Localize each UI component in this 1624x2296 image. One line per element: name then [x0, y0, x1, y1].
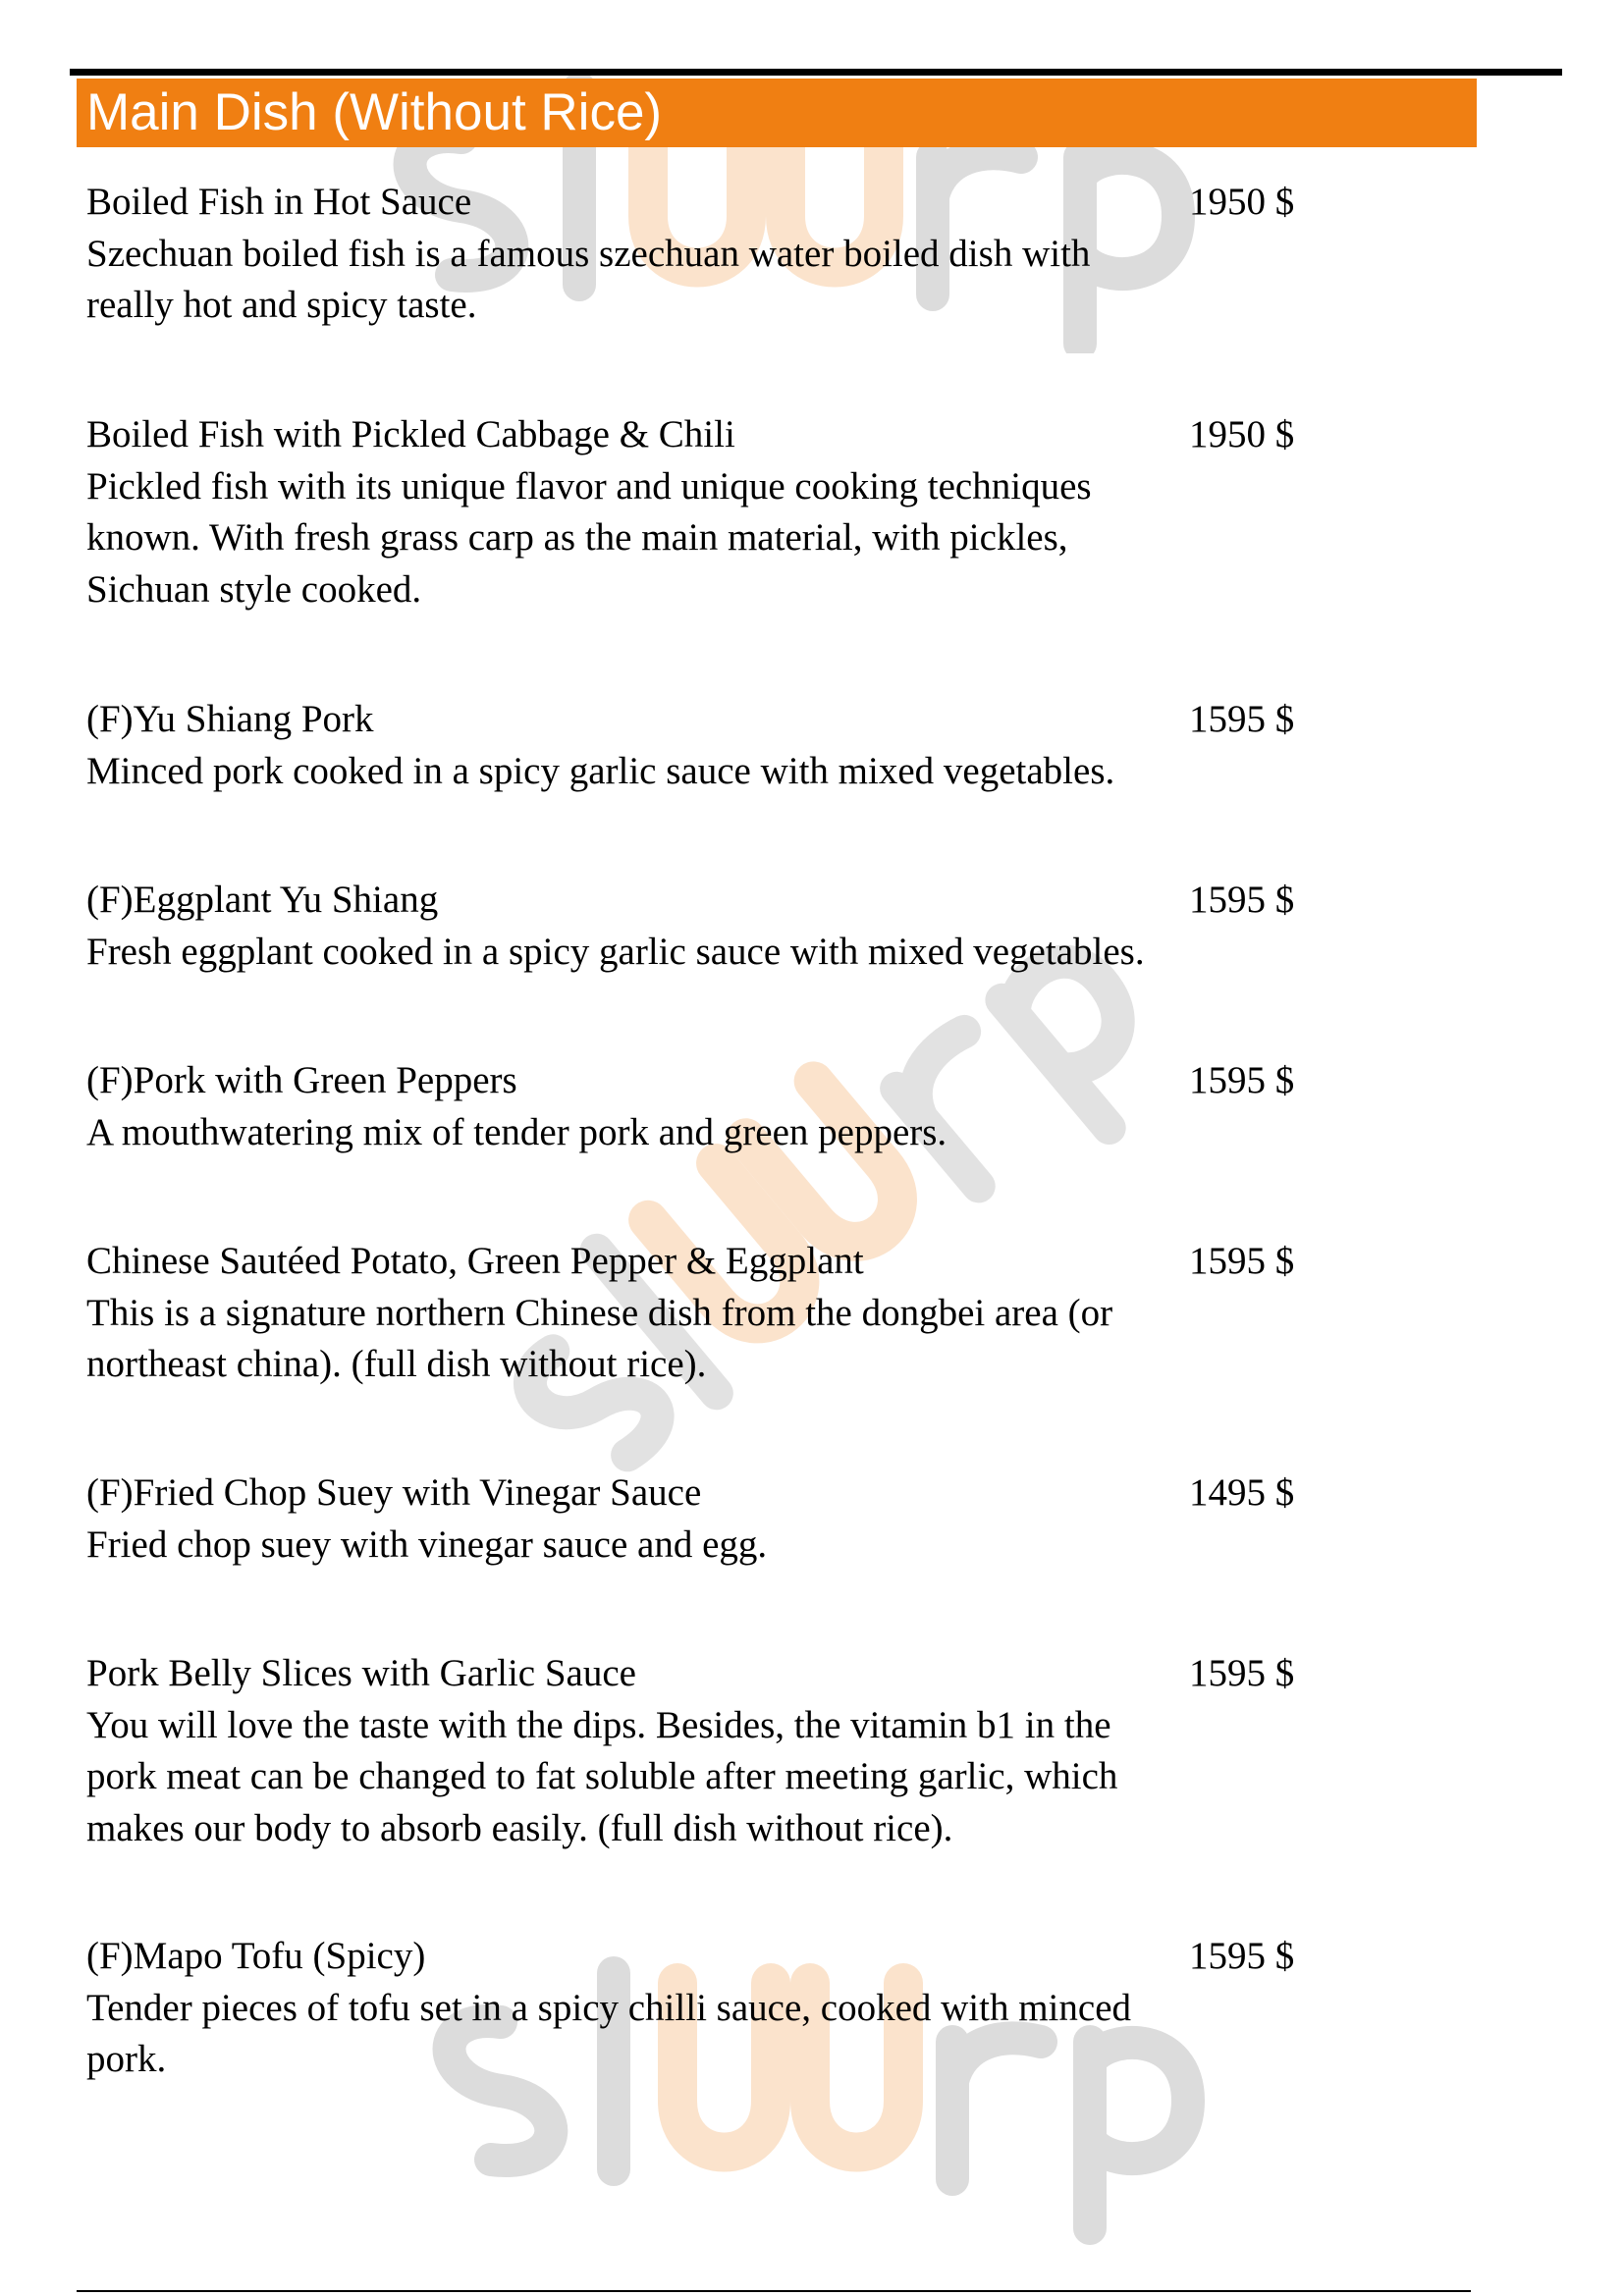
menu-item-description [86, 1520, 1402, 1572]
description-line: really hot and spicy taste. [86, 284, 477, 326]
top-rule [70, 69, 1562, 76]
menu-item-price: 1595 $ [1189, 879, 1295, 921]
description-line: pork meat can be changed to fat soluble after meeting garlic, which [86, 1755, 1118, 1797]
description-line: makes our body to absorb easily. (full dish without rice). [86, 1806, 953, 1849]
menu-item-description [86, 1983, 1402, 2086]
description-line: This is a signature northern Chinese dish from the dongbei area (or [86, 1291, 1113, 1334]
description-line: Tender pieces of tofu set in a spicy chilli sauce, cooked with minced [86, 1986, 1132, 2029]
menu-item-description [86, 1107, 1402, 1159]
menu-item-description [86, 1288, 1402, 1391]
page-title: Main Dish (Without Rice) [86, 83, 663, 141]
menu-item [86, 694, 1402, 797]
menu-item-price: 1595 $ [1189, 1059, 1295, 1101]
menu-item-price: 1595 $ [1189, 698, 1295, 740]
description-line: pork. [86, 2038, 167, 2080]
description-line: Szechuan boiled fish is a famous szechuan water boiled dish with [86, 232, 1091, 275]
menu-item-price: 1595 $ [1189, 1935, 1295, 1977]
description-line: A mouthwatering mix of tender pork and green peppers. [86, 1110, 947, 1153]
menu-item-name: (F)Yu Shiang Pork [86, 698, 374, 740]
menu-item-name: (F)Mapo Tofu (Spicy) [86, 1935, 426, 1977]
menu-item-name: (F)Pork with Green Peppers [86, 1059, 517, 1101]
menu-item-description [86, 927, 1402, 979]
description-line: known. With fresh grass carp as the main material, with pickles, [86, 516, 1068, 559]
menu-item [86, 1236, 1402, 1391]
menu-item-name: Pork Belly Slices with Garlic Sauce [86, 1652, 636, 1694]
menu-item-description [86, 1700, 1402, 1855]
description-line: Fresh eggplant cooked in a spicy garlic sauce with mixed vegetables. [86, 930, 1145, 973]
menu-item-price: 1495 $ [1189, 1471, 1295, 1514]
menu-item-name: Boiled Fish in Hot Sauce [86, 181, 472, 223]
menu-item-description [86, 746, 1402, 798]
menu-item [86, 875, 1402, 978]
menu-item-description [86, 461, 1402, 616]
menu-item-name: Boiled Fish with Pickled Cabbage & Chili [86, 413, 735, 455]
description-line: You will love the taste with the dips. Besides, the vitamin b1 in the [86, 1703, 1111, 1746]
menu-item-price: 1950 $ [1189, 413, 1295, 455]
menu-item-description [86, 229, 1402, 332]
menu-item-name: Chinese Sautéed Potato, Green Pepper & Eggplant [86, 1240, 864, 1282]
menu-item-price: 1595 $ [1189, 1240, 1295, 1282]
menu-item [86, 1648, 1402, 1854]
menu-item [86, 409, 1402, 615]
description-line: Sichuan style cooked. [86, 567, 422, 611]
menu-item [86, 1931, 1402, 2086]
menu-item-name: (F)Eggplant Yu Shiang [86, 879, 439, 921]
description-line: northeast china). (full dish without rice). [86, 1343, 707, 1385]
menu-item [86, 1055, 1402, 1158]
menu-item-name: (F)Fried Chop Suey with Vinegar Sauce [86, 1471, 702, 1514]
description-line: Minced pork cooked in a spicy garlic sauce with mixed vegetables. [86, 749, 1115, 792]
description-line: Pickled fish with its unique flavor and unique cooking techniques [86, 464, 1092, 507]
description-line: Fried chop suey with vinegar sauce and egg. [86, 1522, 768, 1566]
bottom-rule [77, 2290, 1471, 2292]
menu-item-price: 1595 $ [1189, 1652, 1295, 1694]
menu-item [86, 1468, 1402, 1571]
menu-item [86, 177, 1402, 332]
menu-item-price: 1950 $ [1189, 181, 1295, 223]
